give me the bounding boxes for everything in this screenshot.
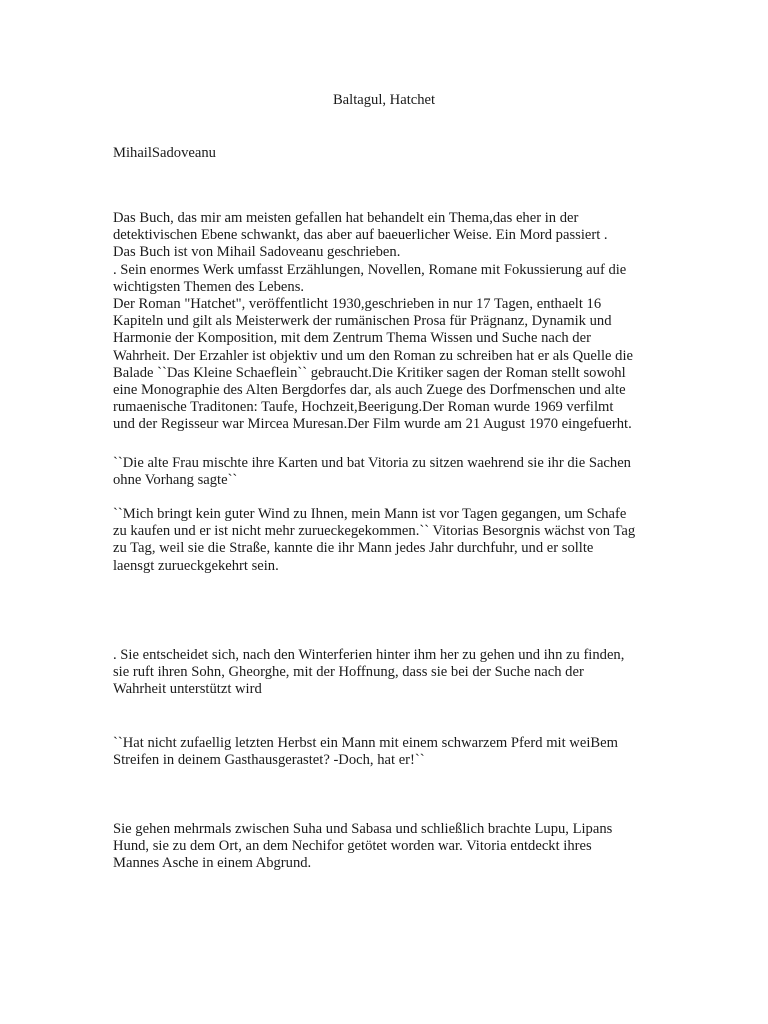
text-line: wichtigsten Themen des Lebens. bbox=[113, 278, 305, 295]
text-line: Hund, sie zu dem Ort, an dem Nechifor getötet worden war. Vitoria entdeckt ihres bbox=[113, 838, 592, 855]
text-line: Wahrheit. Der Erzahler ist objektiv und um den Roman zu schreiben hat er als Quelle die bbox=[113, 347, 633, 364]
text-line: sie ruft ihren Sohn, Gheorghe, mit der Hoffnung, dass sie bei der Suche nach der bbox=[113, 664, 584, 681]
text-line: zu kaufen und er ist nicht mehr zurueckegekommen.`` Vitorias Besorgnis wächst von Tag bbox=[113, 523, 636, 540]
text-line: rumaenische Traditonen: Taufe, Hochzeit,Beerigung.Der Roman wurde 1969 verfilmt bbox=[113, 399, 614, 416]
text-line: Balade ``Das Kleine Schaeflein`` gebraucht.Die Kritiker sagen der Roman stellt sowohl bbox=[113, 364, 626, 381]
author-name: MihailSadoveanu bbox=[113, 145, 216, 161]
paragraph-introduction bbox=[113, 210, 668, 434]
text-line: Sie gehen mehrmals zwischen Suha und Sabasa und schließlich brachte Lupu, Lipans bbox=[113, 821, 613, 837]
paragraph-quote-fortune-teller bbox=[113, 455, 668, 489]
text-line: . Sie entscheidet sich, nach den Winterferien hinter ihm her zu gehen und ihn zu finden, bbox=[113, 647, 625, 663]
text-line: ohne Vorhang sagte`` bbox=[113, 472, 238, 489]
text-line: ``Die alte Frau mischte ihre Karten und bat Vitoria zu sitzen waehrend sie ihr die Sachen bbox=[113, 455, 631, 471]
text-line: detektivischen Ebene schwankt, das aber auf baeuerlicher Weise. Ein Mord passiert . bbox=[113, 227, 608, 244]
text-line: Kapiteln und gilt als Meisterwerk der rumänischen Prosa für Prägnanz, Dynamik und bbox=[113, 313, 612, 330]
text-line: eine Monographie des Alten Bergdorfes dar, als auch Zuege des Dorfmenschen und alte bbox=[113, 382, 626, 399]
document-title: Baltagul, Hatchet bbox=[332, 92, 436, 108]
paragraph-conclusion bbox=[113, 821, 668, 873]
text-line: Der Roman "Hatchet", veröffentlicht 1930,geschrieben in nur 17 Tagen, enthaelt 16 bbox=[113, 296, 602, 313]
text-line: ``Mich bringt kein guter Wind zu Ihnen, mein Mann ist vor Tagen gegangen, um Schafe bbox=[113, 506, 627, 522]
paragraph-quote-inn bbox=[113, 735, 668, 769]
text-line: und der Regisseur war Mircea Muresan.Der Film wurde am 21 August 1970 eingefuerht. bbox=[113, 416, 632, 433]
paragraph-quote-vitoria bbox=[113, 506, 668, 575]
text-line: Harmonie der Komposition, mit dem Zentrum Thema Wissen und Suche nach der bbox=[113, 330, 591, 347]
text-line: ``Hat nicht zufaellig letzten Herbst ein Mann mit einem schwarzem Pferd mit weiBem bbox=[113, 735, 618, 751]
text-line: zu Tag, weil sie die Straße, kannte die ihr Mann jedes Jahr durchfuhr, und er sollte bbox=[113, 540, 594, 557]
text-line: Wahrheit unterstützt wird bbox=[113, 681, 262, 698]
text-line: Das Buch ist von Mihail Sadoveanu geschrieben. bbox=[113, 244, 401, 261]
text-line: laensgt zurueckgekehrt sein. bbox=[113, 557, 279, 574]
text-line: Mannes Asche in einem Abgrund. bbox=[113, 855, 312, 872]
text-line: Das Buch, das mir am meisten gefallen hat behandelt ein Thema,das eher in der bbox=[113, 210, 579, 226]
text-line: Streifen in deinem Gasthausgerastet? -Doch, hat er!`` bbox=[113, 752, 425, 769]
text-line: . Sein enormes Werk umfasst Erzählungen, Novellen, Romane mit Fokussierung auf die bbox=[113, 261, 627, 278]
paragraph-decision bbox=[113, 647, 668, 699]
